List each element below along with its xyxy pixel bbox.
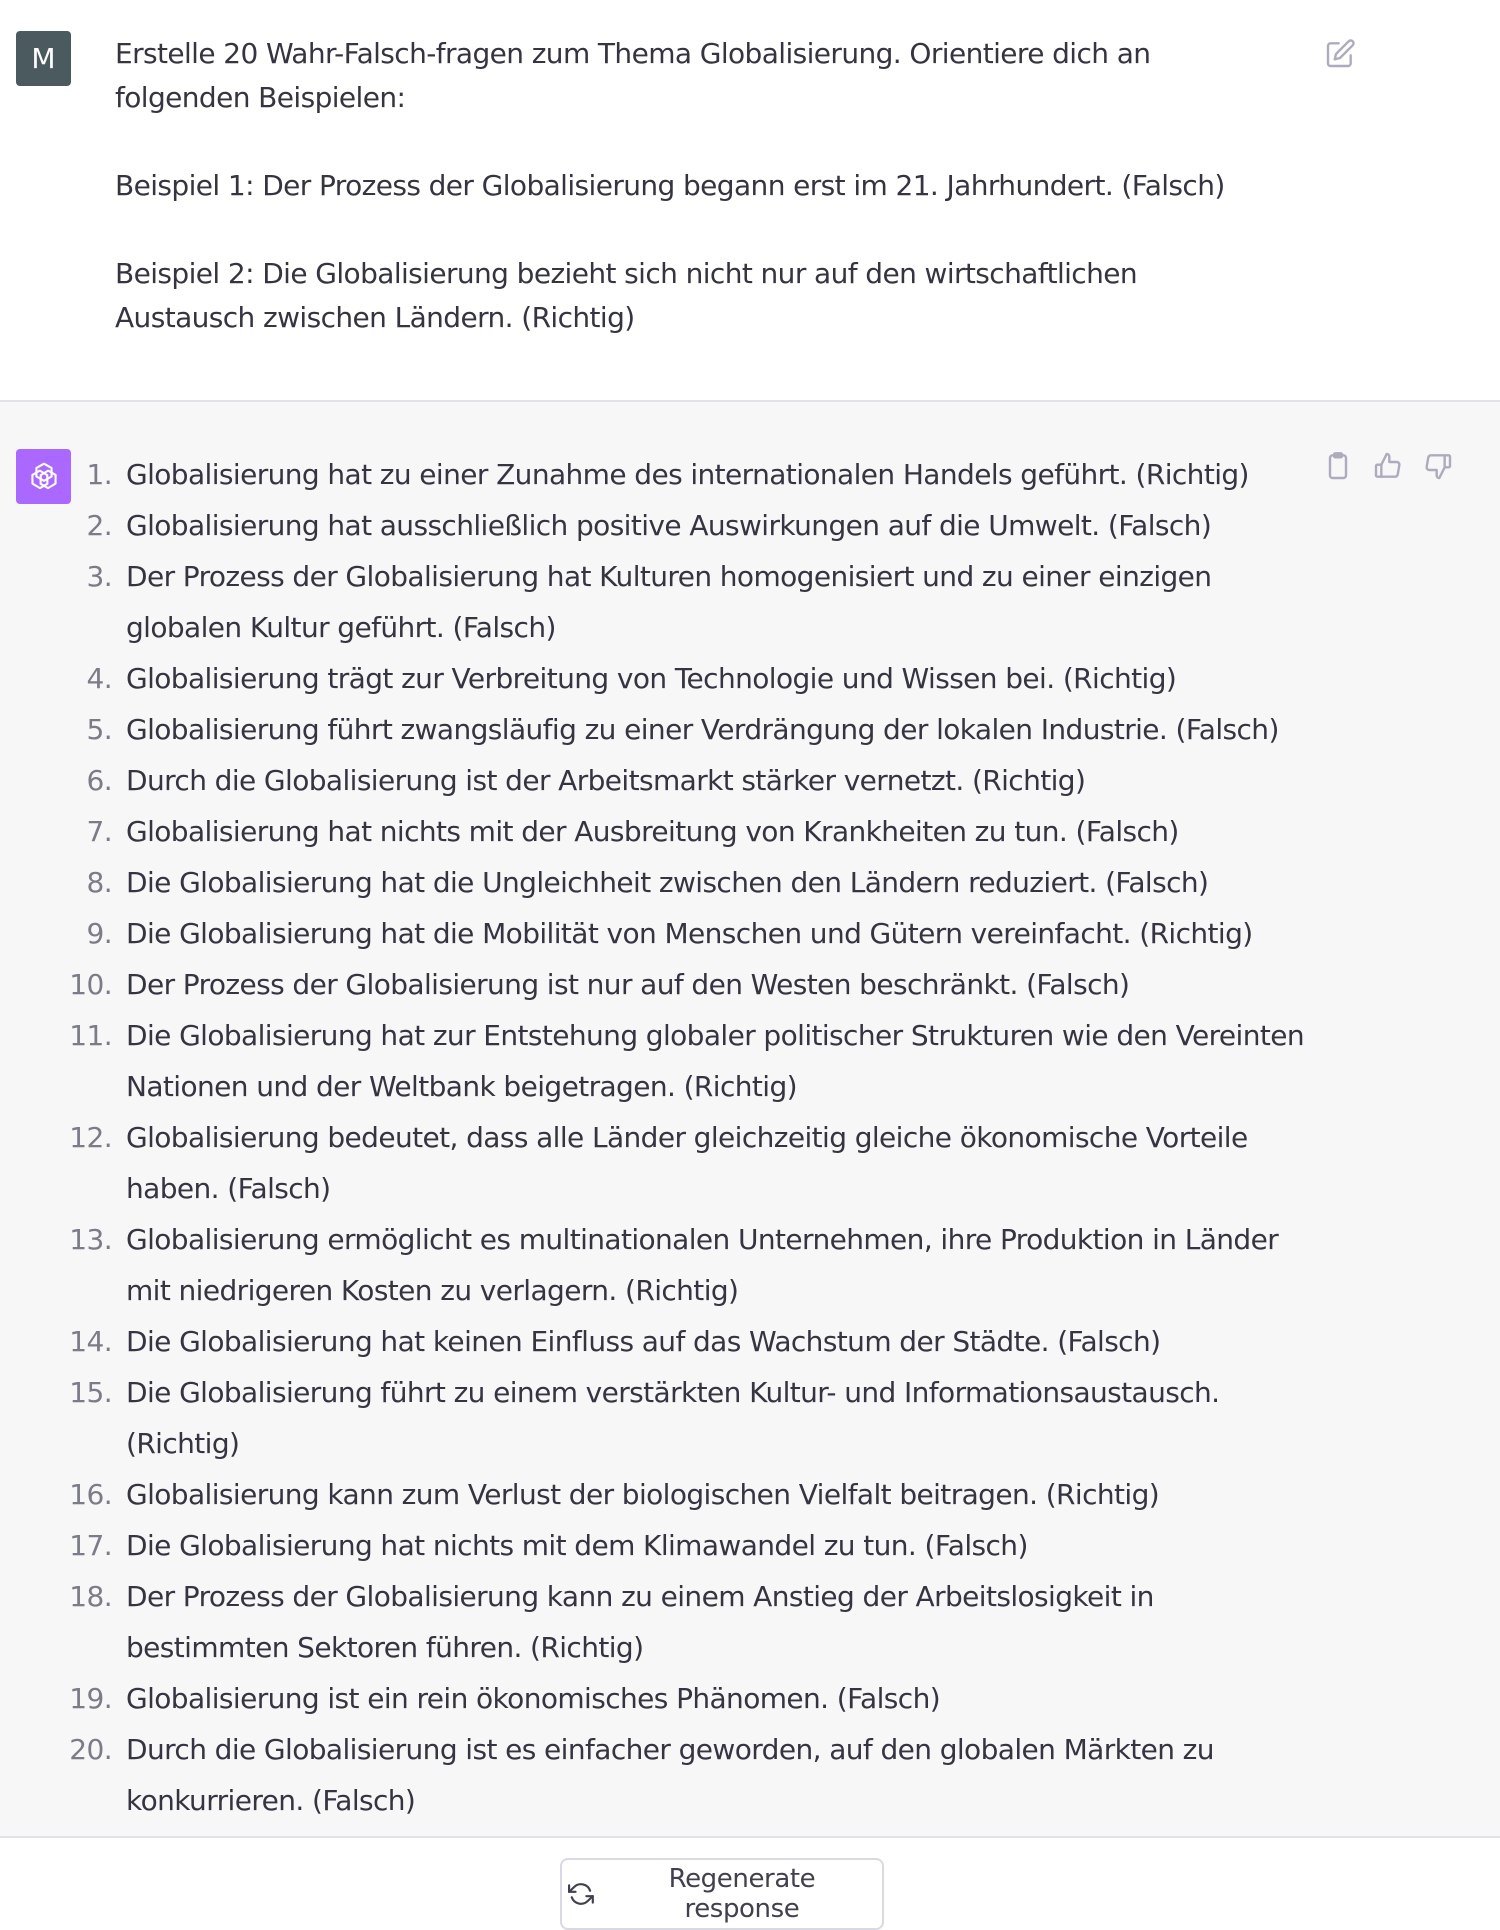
list-item-text: Durch die Globalisierung ist der Arbeitsmarkt stärker vernetzt. (Richtig)	[126, 764, 1086, 797]
list-item-number: 17.	[69, 1529, 112, 1562]
list-item	[60, 1724, 1310, 1826]
list-item	[60, 1316, 1310, 1367]
list-item-text: Durch die Globalisierung ist es einfacher geworden, auf den globalen Märkten zu konkurrieren. (Falsch)	[126, 1733, 1214, 1817]
list-item-text: Globalisierung führt zwangsläufig zu einer Verdrängung der lokalen Industrie. (Falsch)	[126, 713, 1279, 746]
list-item-text: Die Globalisierung hat die Ungleichheit zwischen den Ländern reduziert. (Falsch)	[126, 866, 1209, 899]
edit-icon[interactable]	[1324, 38, 1356, 70]
regenerate-label: Regenerate response	[668, 1864, 816, 1924]
user-message-text	[115, 32, 1265, 340]
list-item-number: 18.	[69, 1580, 112, 1613]
assistant-message	[0, 402, 1500, 1838]
list-item-number: 12.	[69, 1121, 112, 1154]
list-item-text: Globalisierung hat ausschließlich positive Auswirkungen auf die Umwelt. (Falsch)	[126, 509, 1212, 542]
list-item-number: 1.	[86, 458, 112, 491]
list-item	[60, 500, 1310, 551]
list-item-number: 15.	[69, 1376, 112, 1409]
list-item-number: 16.	[69, 1478, 112, 1511]
user-avatar: M	[16, 31, 71, 86]
list-item-text: Die Globalisierung hat keinen Einfluss auf das Wachstum der Städte. (Falsch)	[126, 1325, 1161, 1358]
user-message	[0, 0, 1500, 402]
list-item-number: 11.	[69, 1019, 112, 1052]
thumbs-up-icon[interactable]	[1372, 450, 1404, 482]
list-item-text: Globalisierung hat zu einer Zunahme des internationalen Handels geführt. (Richtig)	[126, 458, 1249, 491]
list-item-text: Die Globalisierung hat nichts mit dem Klimawandel zu tun. (Falsch)	[126, 1529, 1028, 1562]
regenerate-response-button[interactable]	[560, 1858, 884, 1930]
list-item-text: Der Prozess der Globalisierung hat Kulturen homogenisiert und zu einer einzigen globalen Kultur geführt. (Falsch)	[126, 560, 1212, 644]
list-item-text: Globalisierung bedeutet, dass alle Länder gleichzeitig gleiche ökonomische Vorteile haben. (Falsch)	[126, 1121, 1248, 1205]
list-item-number: 4.	[86, 662, 112, 695]
list-item	[60, 1367, 1310, 1469]
list-item-number: 14.	[69, 1325, 112, 1358]
list-item-number: 8.	[86, 866, 112, 899]
user-paragraph: Erstelle 20 Wahr-Falsch-fragen zum Thema Globalisierung. Orientiere dich an folgenden Beispielen:	[115, 37, 1151, 114]
list-item-number: 5.	[86, 713, 112, 746]
list-item	[60, 1010, 1310, 1112]
list-item-number: 10.	[69, 968, 112, 1001]
answer-list	[60, 449, 1310, 1826]
list-item-number: 7.	[86, 815, 112, 848]
list-item	[60, 704, 1310, 755]
list-item-text: Globalisierung hat nichts mit der Ausbreitung von Krankheiten zu tun. (Falsch)	[126, 815, 1179, 848]
list-item	[60, 857, 1310, 908]
list-item-text: Die Globalisierung führt zu einem verstärkten Kultur- und Informationsaustausch. (Richtig)	[126, 1376, 1220, 1460]
list-item-number: 6.	[86, 764, 112, 797]
bottom-bar	[0, 1838, 1500, 1926]
list-item	[60, 806, 1310, 857]
list-item-text: Globalisierung trägt zur Verbreitung von Technologie und Wissen bei. (Richtig)	[126, 662, 1177, 695]
list-item-text: Die Globalisierung hat zur Entstehung globaler politischer Strukturen wie den Vereinten Nationen und der Weltbank beigetragen. (Richtig)	[126, 1019, 1304, 1103]
list-item	[60, 1112, 1310, 1214]
list-item-number: 9.	[86, 917, 112, 950]
refresh-icon	[568, 1881, 594, 1907]
clipboard-icon[interactable]	[1322, 450, 1354, 482]
list-item-number: 2.	[86, 509, 112, 542]
list-item	[60, 1214, 1310, 1316]
list-item	[60, 449, 1310, 500]
list-item-text: Globalisierung kann zum Verlust der biologischen Vielfalt beitragen. (Richtig)	[126, 1478, 1160, 1511]
list-item-text: Globalisierung ermöglicht es multinationalen Unternehmen, ihre Produktion in Länder mit niedrigeren Kosten zu verlagern. (Richtig)	[126, 1223, 1279, 1307]
list-item-text: Die Globalisierung hat die Mobilität von Menschen und Gütern vereinfacht. (Richtig)	[126, 917, 1253, 950]
list-item	[60, 908, 1310, 959]
user-paragraph: Beispiel 1: Der Prozess der Globalisierung begann erst im 21. Jahrhundert. (Falsch)	[115, 169, 1225, 202]
list-item-number: 13.	[69, 1223, 112, 1256]
list-item-number: 3.	[86, 560, 112, 593]
list-item-text: Der Prozess der Globalisierung kann zu einem Anstieg der Arbeitslosigkeit in bestimmten Sektoren führen. (Richtig)	[126, 1580, 1154, 1664]
list-item	[60, 1571, 1310, 1673]
list-item	[60, 959, 1310, 1010]
list-item	[60, 1673, 1310, 1724]
list-item-number: 20.	[69, 1733, 112, 1766]
list-item-number: 19.	[69, 1682, 112, 1715]
list-item-text: Globalisierung ist ein rein ökonomisches Phänomen. (Falsch)	[126, 1682, 941, 1715]
list-item-text: Der Prozess der Globalisierung ist nur auf den Westen beschränkt. (Falsch)	[126, 968, 1130, 1001]
list-item	[60, 653, 1310, 704]
thumbs-down-icon[interactable]	[1422, 450, 1454, 482]
list-item	[60, 755, 1310, 806]
list-item	[60, 551, 1310, 653]
list-item	[60, 1520, 1310, 1571]
list-item	[60, 1469, 1310, 1520]
message-actions	[1322, 450, 1454, 482]
user-paragraph: Beispiel 2: Die Globalisierung bezieht sich nicht nur auf den wirtschaftlichen Austausch zwischen Ländern. (Richtig)	[115, 257, 1138, 334]
